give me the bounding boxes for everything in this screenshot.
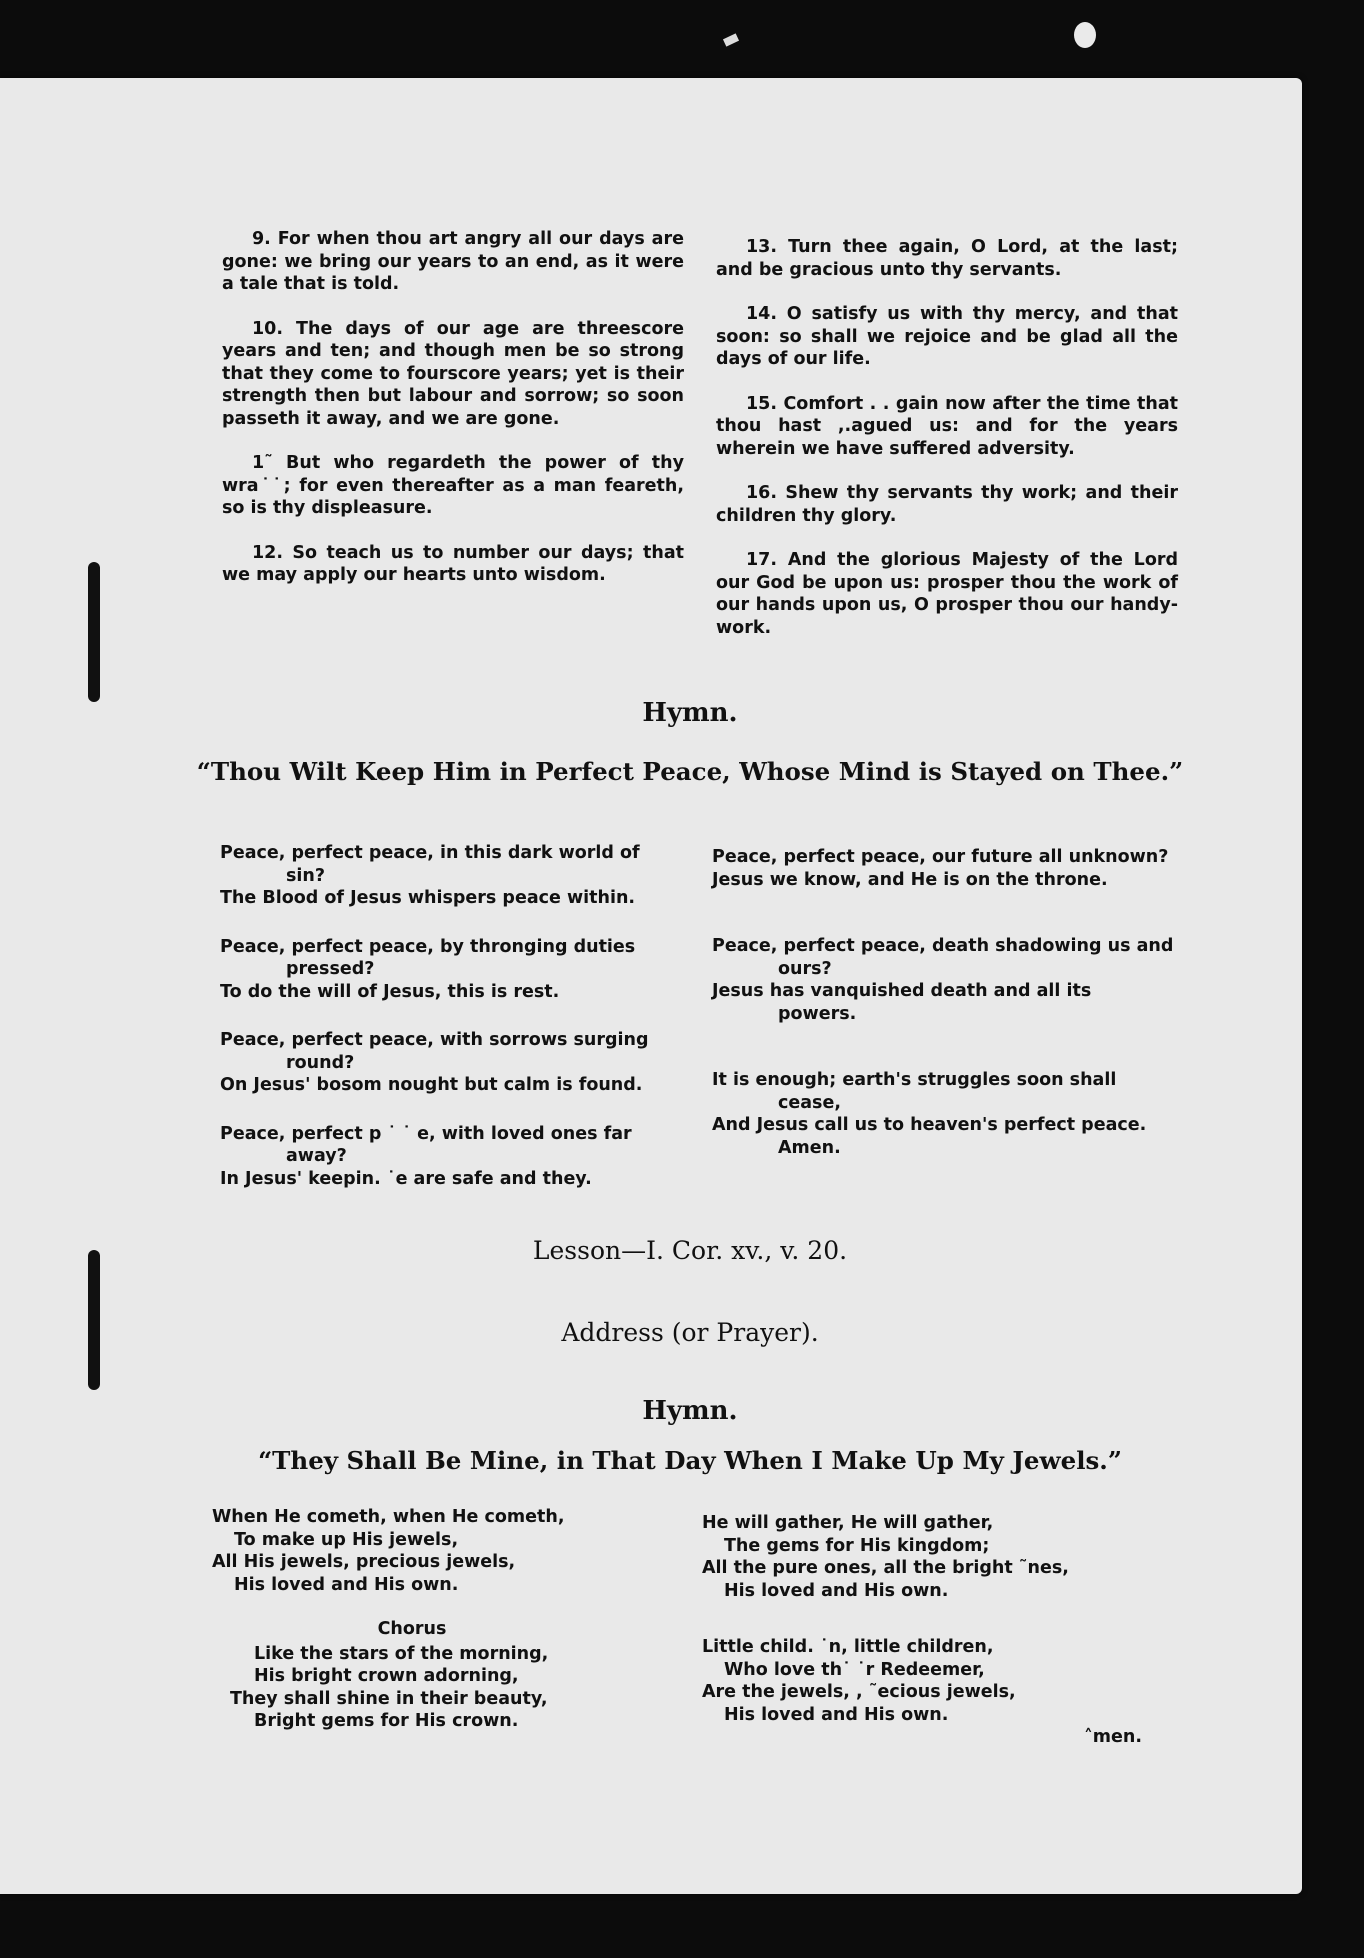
verse-10: 10. The days of our age are threescore years and ten; and though men be so strong that they come to fourscore years; yet is their strength then but labour and sorrow; so soon passeth it away, and we are gone. — [222, 318, 684, 429]
verse-17: 17. And the glorious Majesty of the Lord our God be upon us: prosper thou the work of our hands upon us, O prosper thou our handy-work. — [716, 550, 1178, 638]
hymn2-verse1 — [212, 1506, 652, 1596]
hymn1-line: Peace, perfect peace, our future all unknown? — [712, 847, 1169, 867]
hymn2-chorus — [212, 1618, 612, 1733]
verse-11: 1˜ But who regardeth the power of thy wra˙˙; for even thereafter as a man feareth, so is thy displeasure. — [222, 453, 684, 518]
hymn2-line: All His jewels, precious jewels, — [212, 1552, 516, 1572]
hymn1-line: In Jesus' keepin. ˙e are safe and they. — [220, 1168, 592, 1189]
hymn2-line: When He cometh, when He cometh, — [212, 1507, 565, 1527]
verse-12: 12. So teach us to number our days; that we may apply our hearts unto wisdom. — [222, 542, 684, 585]
verse-13: 13. Turn thee again, O Lord, at the last; and be gracious unto thy servants. — [716, 237, 1178, 280]
chorus-line: Like the stars of the morning, — [254, 1643, 549, 1664]
hymn1-line: Jesus we know, and He is on the throne. — [712, 869, 1108, 890]
hymn2-heading: Hymn. — [642, 1396, 738, 1426]
hymn2-line: Little child. ˙n, little children, — [702, 1637, 994, 1657]
hymn1-right-column — [712, 846, 1174, 1185]
hymn1-stanza — [712, 846, 1174, 891]
hymn1-stanza — [712, 935, 1174, 1025]
hymn2-left-column — [212, 1506, 652, 1733]
verse-9: 9. For when thou art angry all our days are gone: we bring our years to an end, as it were a tale that is told. — [222, 229, 684, 294]
hymn1-line: Peace, perfect p ˙ ˙ e, with loved ones far away? — [220, 1123, 632, 1166]
chorus-line: They shall shine in their beauty, — [230, 1688, 548, 1709]
hymn1-line: Jesus has vanquished death and all its powers. — [712, 981, 1092, 1024]
verse-14: 14. O satisfy us with thy mercy, and that soon: so shall we rejoice and be glad all the days of our life. — [716, 304, 1178, 369]
hymn1-stanza — [220, 936, 682, 1004]
film-speck — [723, 33, 739, 46]
chorus-line: His bright crown adorning, — [254, 1666, 519, 1686]
hymn2-verse3 — [702, 1636, 1172, 1726]
hymn2-line: His loved and His own. — [234, 1574, 459, 1595]
hymn2-title: “They Shall Be Mine, in That Day When I Make Up My Jewels.” — [258, 1446, 1122, 1475]
hymn1-line: Peace, perfect peace, with sorrows surging round? — [220, 1030, 649, 1073]
hymn2-line: Are the jewels, , ˜ecious jewels, — [702, 1682, 1016, 1702]
hymn1-left-column — [220, 842, 682, 1216]
chorus-line: Bright gems for His crown. — [254, 1711, 519, 1731]
chorus-label: Chorus — [377, 1619, 447, 1639]
hymn2-amen: ˄men. — [1084, 1727, 1142, 1747]
hymn1-stanza — [220, 842, 682, 910]
hymn1-line: The Blood of Jesus whispers peace within. — [220, 888, 636, 908]
hymn2-right-column — [702, 1512, 1172, 1749]
hymn2-line: To make up His jewels, — [234, 1529, 459, 1550]
verse-15: 15. Comfort . . gain now after the time that thou hast ,.agued us: and for the years wherein we have suffered adversity. — [716, 393, 1178, 459]
hymn1-line: It is enough; earth's struggles soon shall cease, — [712, 1070, 1117, 1113]
film-spot — [1074, 22, 1096, 48]
psalm-right-column — [716, 236, 1178, 661]
lesson-heading: Lesson—I. Cor. xv., v. 20. — [532, 1236, 848, 1265]
hymn2-verse2 — [702, 1512, 1172, 1602]
hymn1-line: To do the will of Jesus, this is rest. — [220, 981, 560, 1002]
hymn2-line: He will gather, He will gather, — [702, 1513, 994, 1533]
hymn1-line: Peace, perfect peace, by thronging duties pressed? — [220, 936, 636, 979]
binding-mark-upper — [88, 562, 100, 702]
hymn2-line: His loved and His own. — [724, 1704, 949, 1725]
hymn1-line: Peace, perfect peace, death shadowing us and ours? — [712, 936, 1174, 979]
hymn2-line: All the pure ones, all the bright ˜nes, — [702, 1558, 1069, 1578]
hymn1-title: “Thou Wilt Keep Him in Perfect Peace, Whose Mind is Stayed on Thee.” — [196, 757, 1184, 786]
hymn1-stanza — [220, 1029, 682, 1097]
hymn1-heading: Hymn. — [642, 698, 738, 728]
psalm-left-column — [222, 228, 684, 609]
hymn2-line: Who love th˙ ˙r Redeemer, — [724, 1659, 985, 1680]
hymn1-line: Peace, perfect peace, in this dark world of sin? — [220, 843, 640, 886]
verse-16: 16. Shew thy servants thy work; and their children thy glory. — [716, 483, 1178, 526]
hymn1-line: On Jesus' bosom nought but calm is found. — [220, 1075, 643, 1095]
hymn2-line: His loved and His own. — [724, 1580, 949, 1601]
hymn2-line: The gems for His kingdom; — [724, 1535, 990, 1556]
hymn1-line: And Jesus call us to heaven's perfect peace. Amen. — [712, 1115, 1147, 1158]
hymn1-stanza — [220, 1123, 682, 1191]
hymn1-stanza — [712, 1069, 1174, 1159]
address-heading: Address (or Prayer). — [561, 1318, 819, 1347]
